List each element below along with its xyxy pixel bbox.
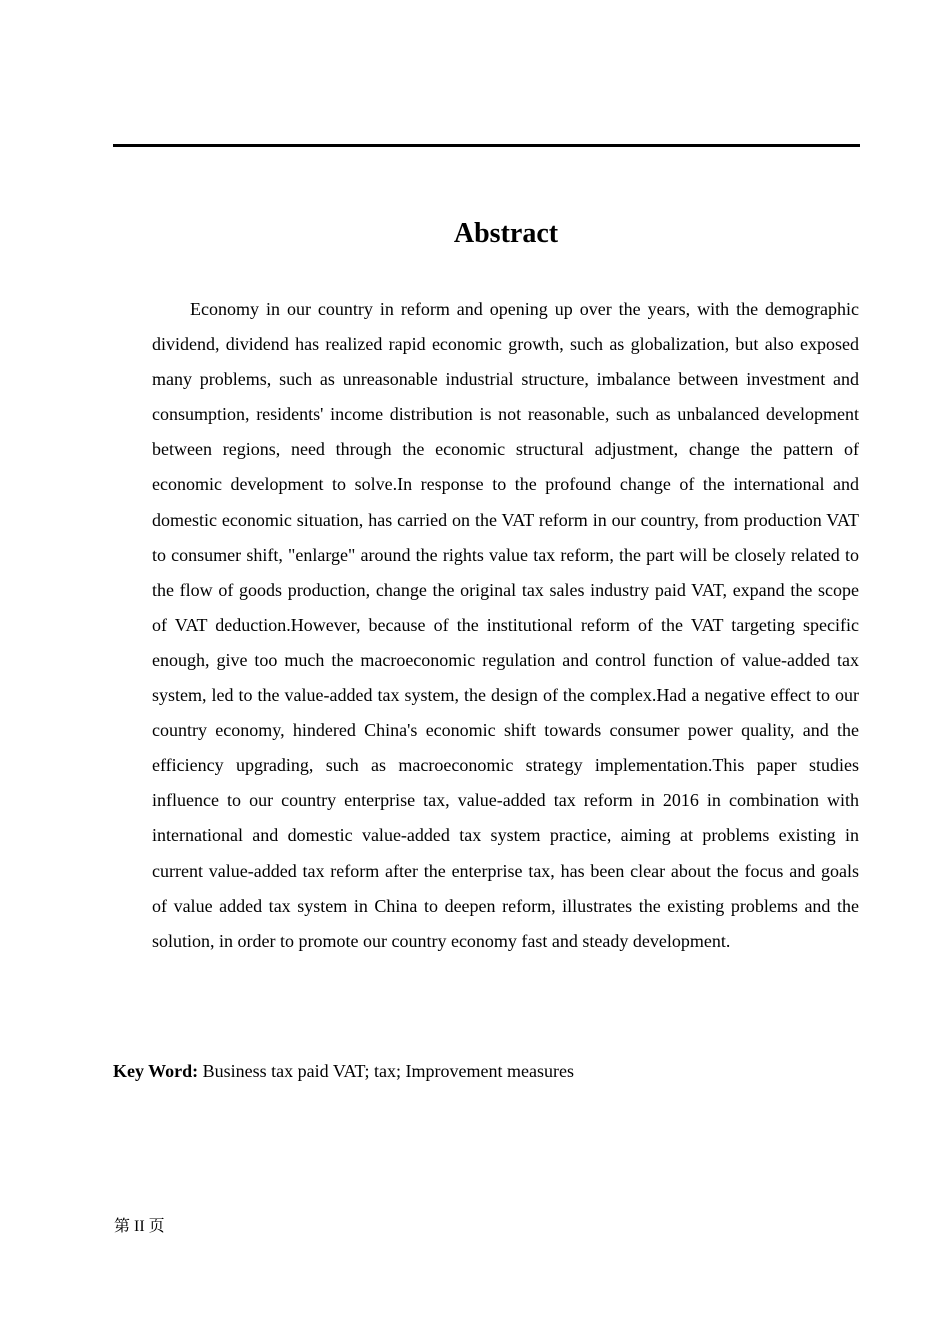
keywords-label: Key Word:	[113, 1061, 199, 1081]
keywords-line	[113, 1056, 860, 1086]
keywords-text: Business tax paid VAT; tax; Improvement measures	[198, 1061, 574, 1081]
abstract-body: Economy in our country in reform and opening up over the years, with the demographic dividend, dividend has realized rapid economic growth, such as globalization, but also exposed many problems, such as unreasonable industrial structure, imbalance between investment and consumption, residents' income distribution is not reasonable, such as unbalanced development between regions, need through the economic structural adjustment, change the pattern of economic development to solve.In response to the profound change of the international and domestic economic situation, has carried on the VAT reform in our country, from production VAT to consumer shift, "enlarge" around the rights value tax reform, the part will be closely related to the flow of goods production, change the original tax sales industry paid VAT, expand the scope of VAT deduction.However, because of the institutional reform of the VAT targeting specific enough, give too much the macroeconomic regulation and control function of value-added tax system, led to the value-added tax system, the design of the complex.Had a negative effect to our country economy, hindered China's economic shift towards consumer power quality, and the efficiency upgrading, such as macroeconomic strategy implementation.This paper studies influence to our country enterprise tax, value-added tax reform in 2016 in combination with international and domestic value-added tax system practice, aiming at problems existing in current value-added tax reform after the enterprise tax, has been clear about the focus and goals of value added tax system in China to deepen reform, illustrates the existing problems and the solution, in order to promote our country economy fast and steady development.	[152, 299, 859, 951]
page-number-footer: 第 II 页	[114, 1218, 165, 1235]
header-rule	[113, 144, 860, 147]
abstract-title: Abstract	[453, 218, 559, 249]
